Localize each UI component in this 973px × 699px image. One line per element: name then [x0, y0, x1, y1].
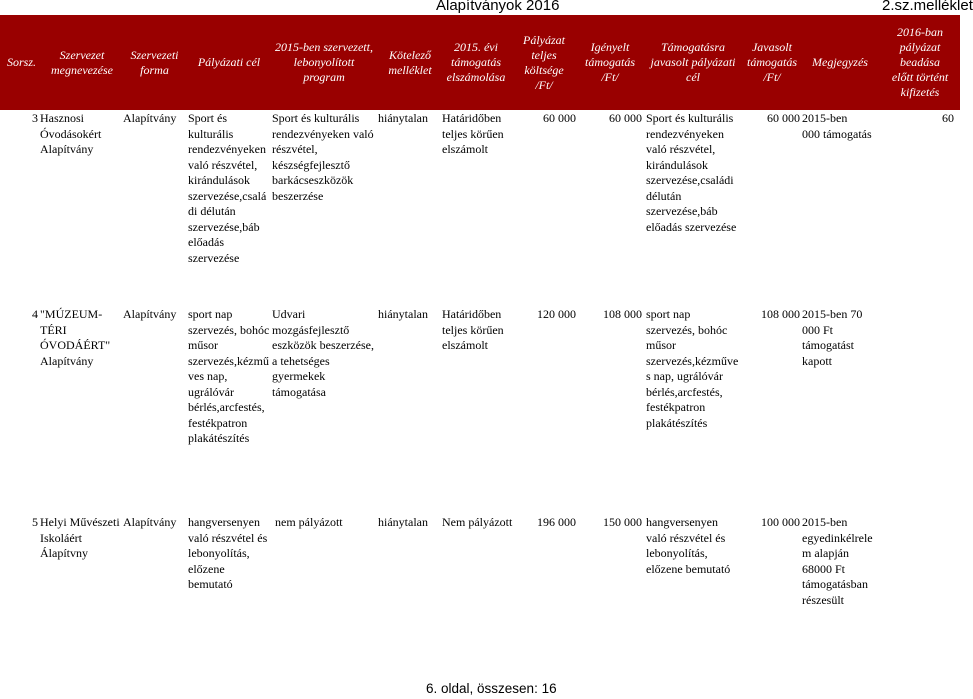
cell-text: Sport és kulturális	[646, 111, 734, 125]
cell-text: rendezvényeken	[646, 126, 724, 141]
cell-text: m alapján	[802, 546, 849, 560]
header-text: beadása	[899, 55, 940, 69]
header-koltseg	[510, 15, 578, 110]
cell-text: szervezése	[188, 250, 240, 265]
header-text: /Ft/	[535, 77, 553, 92]
cell-text: 60	[942, 111, 954, 125]
cell-text: s nap, ugrálóvár	[646, 369, 723, 383]
cell-text: bérlés,arcfestés,	[188, 400, 265, 414]
header-text: Kötelező	[389, 47, 431, 62]
document-title: Alapítványok 2016	[436, 0, 560, 14]
cell-sorsz	[0, 307, 38, 323]
cell-elszamolas	[442, 515, 518, 531]
cell-palyazati-cel	[188, 307, 270, 447]
cell-text: támogatásban	[802, 577, 868, 591]
cell-text: rendezvényeken	[188, 142, 266, 156]
header-text: támogatás	[746, 55, 797, 69]
header-forma	[121, 15, 188, 110]
cell-text: Alapítvány	[40, 142, 94, 156]
cell-text: elszámolt	[442, 142, 488, 156]
cell-text: hangversenyen	[188, 515, 260, 529]
cell-text: egyedinkélrele	[802, 530, 873, 545]
cell-text: 108 000	[761, 307, 800, 321]
cell-text: kirándulások	[646, 157, 708, 172]
cell-igenyelt	[578, 307, 642, 323]
header-text: 2015. évi	[453, 40, 498, 54]
cell-text: 150 000	[603, 515, 642, 529]
header-text: forma	[140, 62, 169, 77]
cell-text: 120 000	[537, 307, 576, 321]
cell-text: sport nap	[646, 307, 691, 321]
cell-text: Határidőben	[442, 307, 502, 321]
table-header	[0, 15, 960, 110]
header-text: 2016-ban	[896, 25, 943, 39]
header-text: előtt történt	[891, 70, 949, 84]
header-text: Pályázati cél	[197, 55, 261, 69]
cell-text: 60 000	[609, 111, 642, 125]
cell-text: teljes körűen	[442, 322, 504, 337]
cell-koltseg	[510, 307, 576, 323]
header-text: melléklet	[388, 62, 432, 77]
header-megjegyzes	[800, 15, 880, 110]
cell-text: Nem pályázott	[442, 515, 513, 529]
cell-text: eszközök beszerzése,	[272, 338, 374, 352]
page-footer: 6. oldal, összesen: 16	[426, 681, 557, 696]
cell-text: a tehetséges	[272, 353, 330, 368]
cell-text: lebonyolítás,	[646, 546, 708, 560]
cell-text: Hasznosi	[40, 111, 84, 125]
cell-text: 5	[32, 515, 38, 529]
header-text: Javasolt	[751, 40, 792, 54]
cell-szervezet	[40, 307, 120, 369]
cell-text: Sport és	[188, 111, 227, 125]
cell-igenyelt	[578, 515, 642, 531]
cell-text: 100 000	[761, 515, 800, 529]
cell-text: 3	[32, 111, 38, 125]
cell-palyazati-cel	[188, 515, 272, 593]
cell-javasolt	[744, 307, 800, 323]
cell-melleklet	[378, 307, 442, 323]
cell-text: támogatása	[272, 384, 326, 399]
cell-koltseg	[510, 111, 576, 127]
header-text: Megjegyzés	[812, 55, 868, 69]
header-javasolt	[744, 15, 800, 110]
cell-text: teljes körűen	[442, 126, 504, 141]
cell-text: festékpatron	[646, 400, 706, 414]
header-text: Szervezeti	[130, 47, 179, 62]
cell-megjegyzes	[802, 307, 880, 369]
cell-forma	[123, 515, 187, 531]
cell-text: plakátészítés	[646, 415, 708, 430]
cell-text: Alapítvány	[40, 353, 94, 368]
header-text: teljes	[531, 47, 557, 62]
cell-text: Óvodásokért	[40, 126, 102, 141]
cell-text: ÓVODÁÉRT"	[40, 338, 111, 352]
cell-text: hiánytalan	[378, 111, 428, 125]
cell-text: szervezés,kézműve	[646, 353, 739, 368]
cell-text: szervezés, bohóc	[646, 322, 728, 337]
cell-elszamolas	[442, 307, 510, 354]
cell-text: Álapítvny	[40, 546, 88, 560]
cell-szervezet	[40, 515, 122, 562]
cell-text: való részvétel és	[646, 530, 726, 545]
cell-sorsz	[0, 111, 38, 127]
header-text: 2015-ben szervezett,	[275, 40, 373, 54]
cell-text: szervezése,csalá	[188, 188, 267, 203]
header-text: /Ft/	[763, 70, 781, 84]
cell-text: előzene	[188, 561, 225, 576]
cell-text: 2015-ben	[802, 515, 848, 529]
cell-text: készségfejlesztő	[272, 157, 350, 172]
header-text: javasolt pályázati	[650, 55, 736, 69]
cell-text: Határidőben	[442, 111, 502, 125]
header-text: Szervezet	[59, 47, 105, 62]
cell-text: ves nap,	[188, 369, 228, 383]
header-sorsz	[0, 15, 43, 110]
cell-text: műsor	[188, 338, 218, 352]
annex-label: 2.sz.melléklet	[882, 0, 973, 14]
header-text: program	[303, 70, 345, 84]
cell-program	[272, 307, 378, 400]
cell-text: Alapítvány	[123, 515, 177, 529]
cell-text: di délután	[188, 204, 236, 218]
cell-text: szervezése,báb	[646, 204, 718, 218]
cell-javasolt	[744, 515, 800, 531]
header-text: költsége	[524, 62, 564, 77]
cell-text: bemutató	[188, 577, 233, 591]
cell-text: festékpatron	[188, 415, 248, 430]
cell-megjegyzes	[802, 111, 880, 142]
header-elszamolas	[442, 15, 510, 110]
cell-text: való részvétel,	[188, 157, 258, 172]
cell-text: bérlés,arcfestés,	[646, 384, 723, 399]
cell-text: 4	[32, 307, 38, 321]
cell-program	[272, 111, 378, 204]
cell-text: részvétel,	[272, 142, 318, 156]
cell-melleklet	[378, 111, 442, 127]
cell-koltseg	[510, 515, 576, 531]
cell-sorsz	[0, 515, 38, 531]
cell-text: sport nap	[188, 307, 233, 321]
header-text: Pályázat	[523, 32, 565, 47]
header-text: cél	[686, 70, 700, 84]
cell-text: 2015-ben	[802, 111, 848, 125]
cell-text: műsor	[646, 338, 676, 352]
cell-text: hiánytalan	[378, 307, 428, 321]
header-palyazati-cel	[188, 15, 270, 110]
cell-text: szervezés,kézmű	[188, 353, 269, 368]
cell-program	[275, 515, 378, 531]
cell-elszamolas	[442, 111, 510, 158]
cell-text: barkácseszközök	[272, 173, 354, 187]
cell-text: elszámolt	[442, 338, 488, 352]
header-text: pályázat	[899, 40, 941, 54]
cell-forma	[123, 307, 187, 323]
header-program	[270, 15, 378, 110]
cell-text: szervezés, bohóc	[188, 322, 270, 337]
cell-text: 2015-ben 70	[802, 307, 863, 321]
cell-text: ugrálóvár	[188, 384, 234, 399]
header-text: /Ft/	[601, 70, 619, 84]
cell-text: kapott	[802, 353, 832, 368]
cell-text: "MÚZEUM-	[40, 307, 103, 321]
cell-text: támogatást	[802, 338, 854, 352]
cell-text: hangversenyen	[646, 515, 718, 529]
cell-text: Udvari	[272, 307, 306, 321]
cell-text: Alapítvány	[123, 111, 177, 125]
cell-kifizetes	[880, 111, 954, 127]
header-melleklet	[378, 15, 442, 110]
cell-igenyelt	[578, 111, 642, 127]
cell-text: gyermekek	[272, 369, 326, 383]
cell-text: Sport és kulturális	[272, 111, 360, 125]
cell-text: délután	[646, 188, 682, 203]
cell-javasolt-cel	[646, 307, 746, 431]
cell-text: plakátészítés	[188, 431, 250, 445]
cell-javasolt-cel	[646, 111, 746, 235]
cell-javasolt-cel	[646, 515, 746, 577]
top-bar	[0, 0, 973, 14]
header-text: elszámolása	[446, 70, 506, 84]
cell-text: előadás szervezése	[646, 219, 737, 234]
cell-text: szervezése,családi	[646, 173, 734, 187]
cell-text: 108 000	[603, 307, 642, 321]
cell-text: részesült	[802, 592, 844, 607]
cell-text: beszerzése	[272, 188, 324, 203]
cell-text: való részvétel,	[646, 142, 716, 156]
cell-text: előadás	[188, 235, 224, 249]
header-text: Támogatásra	[660, 40, 725, 54]
cell-text: lebonyolítás,	[188, 546, 250, 560]
cell-text: kirándulások	[188, 173, 250, 187]
cell-text: 60 000	[543, 111, 576, 125]
header-text: Igényelt	[590, 40, 630, 54]
cell-text: 68000 Ft	[802, 561, 846, 576]
cell-text: 60 000	[767, 111, 800, 125]
header-kifizetes	[880, 15, 960, 110]
cell-text: Alapítvány	[123, 307, 177, 321]
cell-text: 000 támogatás	[802, 126, 872, 141]
cell-palyazati-cel	[188, 111, 270, 266]
cell-text: mozgásfejlesztő	[272, 322, 350, 337]
cell-text: hiánytalan	[378, 515, 428, 529]
cell-forma	[123, 111, 187, 127]
cell-text: Helyi Művészeti	[40, 515, 120, 529]
cell-text: rendezvényeken való	[272, 126, 374, 141]
cell-text: szervezése,báb	[188, 219, 260, 234]
cell-text: nem pályázott	[275, 515, 343, 529]
header-text: Sorsz.	[6, 55, 36, 69]
header-igenyelt	[578, 15, 642, 110]
cell-text: való részvétel és	[188, 530, 268, 545]
header-text: kifizetés	[900, 85, 940, 99]
cell-text: 000 Ft	[802, 322, 834, 337]
header-text: lebonyolított	[293, 55, 355, 69]
header-text: támogatás	[584, 55, 635, 69]
cell-text: TÉRI	[40, 322, 67, 337]
cell-text: előzene bemutató	[646, 561, 731, 576]
cell-megjegyzes	[802, 515, 882, 608]
cell-javasolt	[744, 111, 800, 127]
cell-text: 196 000	[537, 515, 576, 529]
cell-melleklet	[378, 515, 442, 531]
header-szervezet	[43, 15, 121, 110]
header-text: megnevezése	[51, 62, 113, 77]
header-javasolt-cel	[642, 15, 744, 110]
cell-text: Iskoláért	[40, 530, 82, 545]
header-text: támogatás	[450, 55, 501, 69]
cell-text: kulturális	[188, 126, 234, 141]
cell-szervezet	[40, 111, 120, 158]
